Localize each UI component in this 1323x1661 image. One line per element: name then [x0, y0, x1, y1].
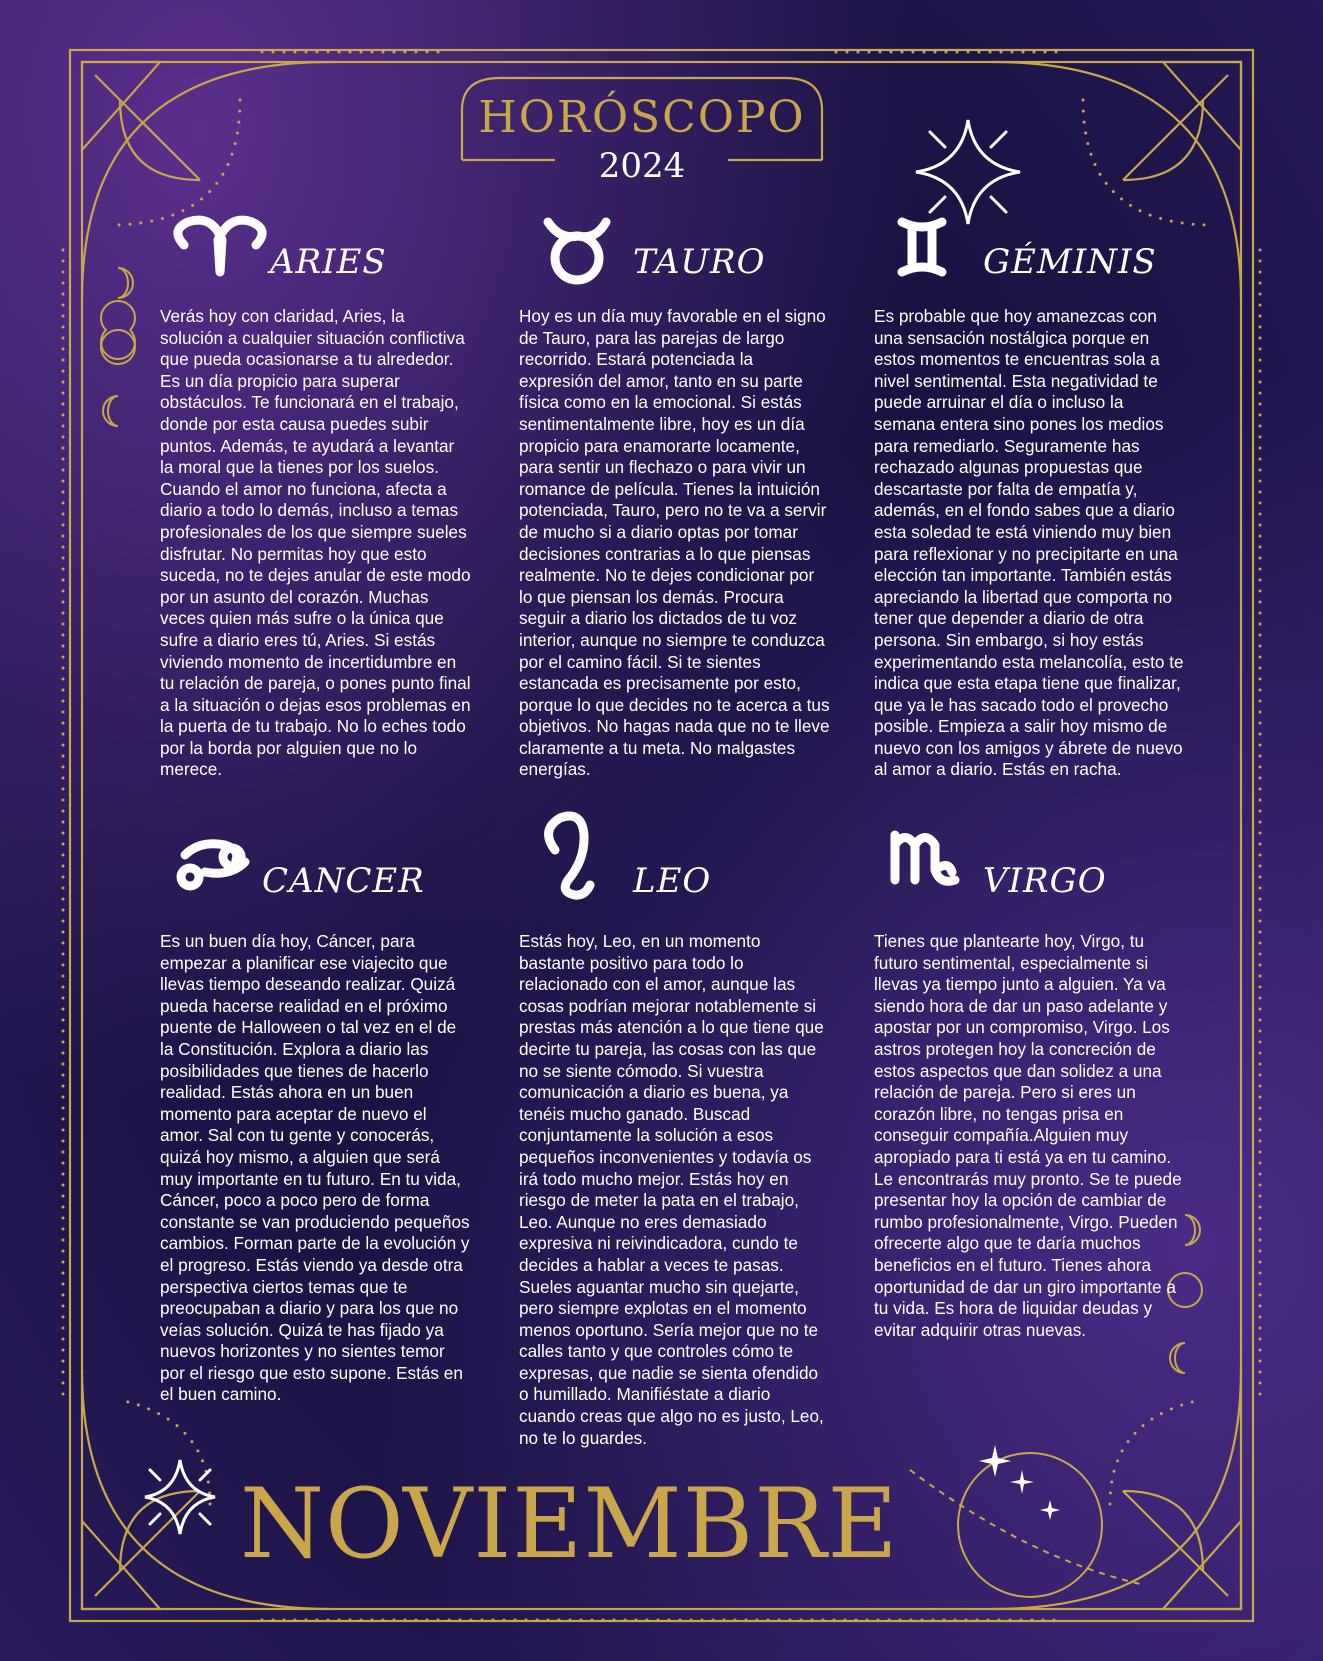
- sign-text-aries: Verás hoy con claridad, Aries, la solución a cualquier situación conflictiva que pueda ocasionarse a tu alrededor. Es un día propicio para superar obstáculos. Te funcionará en el trabajo, donde por esta causa puedes subir puntos. Además, te ayudará a levantar la moral que la tienes por los suelos. Cuando el amor no funciona, afecta a diario a todo lo demás, incluso a temas profesionales de los que siempre sueles disfrutar. No permitas hoy que esto suceda, no te dejes anular de este modo por un asunto del corazón. Muchas veces quien más sufre o la única que sufre a diario eres tú, Aries. Si estás viviendo momento de incertidumbre en tu relación de pareja, o pones punto final a la situación o dejas esos problemas en la puerta de tu trabajo. No lo eches todo por la borda por alguien que no lo merece.: [160, 306, 471, 780]
- sign-text-virgo: Tienes que plantearte hoy, Virgo, tu futuro sentimental, especialmente si llevas ya tiempo junto a alguien. Ya va siendo hora de dar un paso adelante y apostar por un compromiso, Virgo. Los astros protegen hoy la concreción de estos aspectos que dan solidez a una relación de pareja. Pero si eres un corazón libre, no tengas prisa en conseguir compañía.Alguien muy apropiado para ti está ya en tu camino. Le encontrarás muy pronto. Se te puede presentar hoy la opción de cambiar de rumbo profesionalmente, Virgo. Pueden ofrecerte algo que te daría muchos beneficios en el futuro. Tienes ahora oportunidad de dar un giro importante a tu vida. Es hora de liquidar deudas y evitar adquirir otras nuevas.: [874, 931, 1182, 1340]
- sign-text-leo: Estás hoy, Leo, en un momento bastante positivo para todo lo relacionado con el amor, aunque las cosas podrían mejorar notablemente si prestas más atención a lo que tiene que decirte tu pareja, las cosas con las que no se siente cómodo. Si vuestra comunicación a diario es buena, ya tenéis mucho ganado. Buscad conjuntamente la solución a esos pequeños inconvenientes y todavía os irá todo mucho mejor. Estás hoy en riesgo de meter la pata en el trabajo, Leo. Aunque no eres demasiado expresiva ni reivindicadora, cundo te decides a hablar a veces te pasas. Sueles aguantar mucho sin quejarte, pero siempre explotas en el momento menos oportuno. Sería mejor que no te calles tanto y que controles cómo te expresas, que nadie se sienta ofendido o humillado. Manifiéstate a diario cuando creas que algo no es justo, Leo, no te lo guardes.: [519, 931, 824, 1448]
- sign-name-tauro: TAURO: [633, 242, 766, 282]
- header-year: 2024: [598, 146, 686, 186]
- taurus-icon: [548, 222, 606, 280]
- sign-name-aries: ARIES: [270, 242, 387, 282]
- month-title: NOVIEMBRE: [240, 1468, 899, 1580]
- aries-icon: [178, 220, 262, 272]
- sign-text-tauro: Hoy es un día muy favorable en el signo de Tauro, para las parejas de largo recorrido. Estará potenciada la expresión del amor, tanto en su parte física como en la emocional. Si estás sentimentalmente libre, hoy es un día propicio para enamorarte locamente, para sentir un flechazo o para vivir un romance de película. Tienes la intuición potenciada, Tauro, pero no te va a servir de mucho si a diario optas por tomar decisiones contrarias a lo que piensas realmente. No te dejes condicionar por lo que piensan los demás. Procura seguir a diario los dictados de tu voz interior, aunque no siempre te conduzca por el camino fácil. Si te sientes estancada es precisamente por esto, porque lo que decides no te acerca a tus objetivos. No hagas nada que no te lleve claramente a tu meta. No malgastes energías.: [519, 306, 830, 780]
- virgo-icon: [895, 835, 955, 881]
- sign-text-geminis: Es probable que hoy amanezcas con una sensación nostálgica porque en estos momentos te encuentras sola a nivel sentimental. Esta negatividad te puede arruinar el día o incluso la semana entera sino pones los medios para remediarlo. Seguramente has rechazado algunas propuestas que descartaste por falta de empatía y, además, en el fondo sabes que a diario esta soledad te está viniendo muy bien para reflexionar y no precipitarte en una elección tan importante. También estás apreciando la libertad que comporta no tener que depender a diario de otra persona. Sin embargo, si hoy estás experimentando esta melancolía, esto te indica que esta etapa tiene que finalizar, que ya le has sacado todo el provecho posible. Empieza a salir hoy mismo de nuevo con los amigos y ábrete de nuevo al amor a diario. Estás en racha.: [874, 306, 1184, 780]
- header-title: HORÓSCOPO: [478, 92, 806, 143]
- sign-name-geminis: GÉMINIS: [983, 242, 1157, 282]
- leo-icon: [549, 816, 590, 895]
- sign-text-cancer: Es un buen día hoy, Cáncer, para empezar a planificar ese viajecito que llevas tiempo deseando realizar. Quizá pueda hacerse realidad en el próximo puente de Halloween o tal vez en el de la Constitución. Explora a diario las posibilidades que tienes de hacerlo realidad. Estás ahora en un buen momento para aceptar de nuevo el amor. Sal con tu gente y conocerás, quizá hoy mismo, a alguien que será muy importante en tu futuro. En tu vida, Cáncer, poco a poco pero de forma constante se van produciendo pequeños cambios. Forman parte de la evolución y el progreso. Estás viendo ya desde otra perspectiva ciertos temas que te preocupaban a diario y para los que no veías solución. Quizá te has fijado ya nuevos horizontes y no sientes temor por el riesgo que esto supone. Estás en el buen camino.: [160, 931, 470, 1405]
- sign-name-virgo: VIRGO: [983, 861, 1107, 901]
- sign-name-leo: LEO: [633, 861, 712, 901]
- gemini-icon: [902, 222, 942, 272]
- cancer-icon: [181, 844, 245, 886]
- sign-name-cancer: CANCER: [262, 861, 425, 901]
